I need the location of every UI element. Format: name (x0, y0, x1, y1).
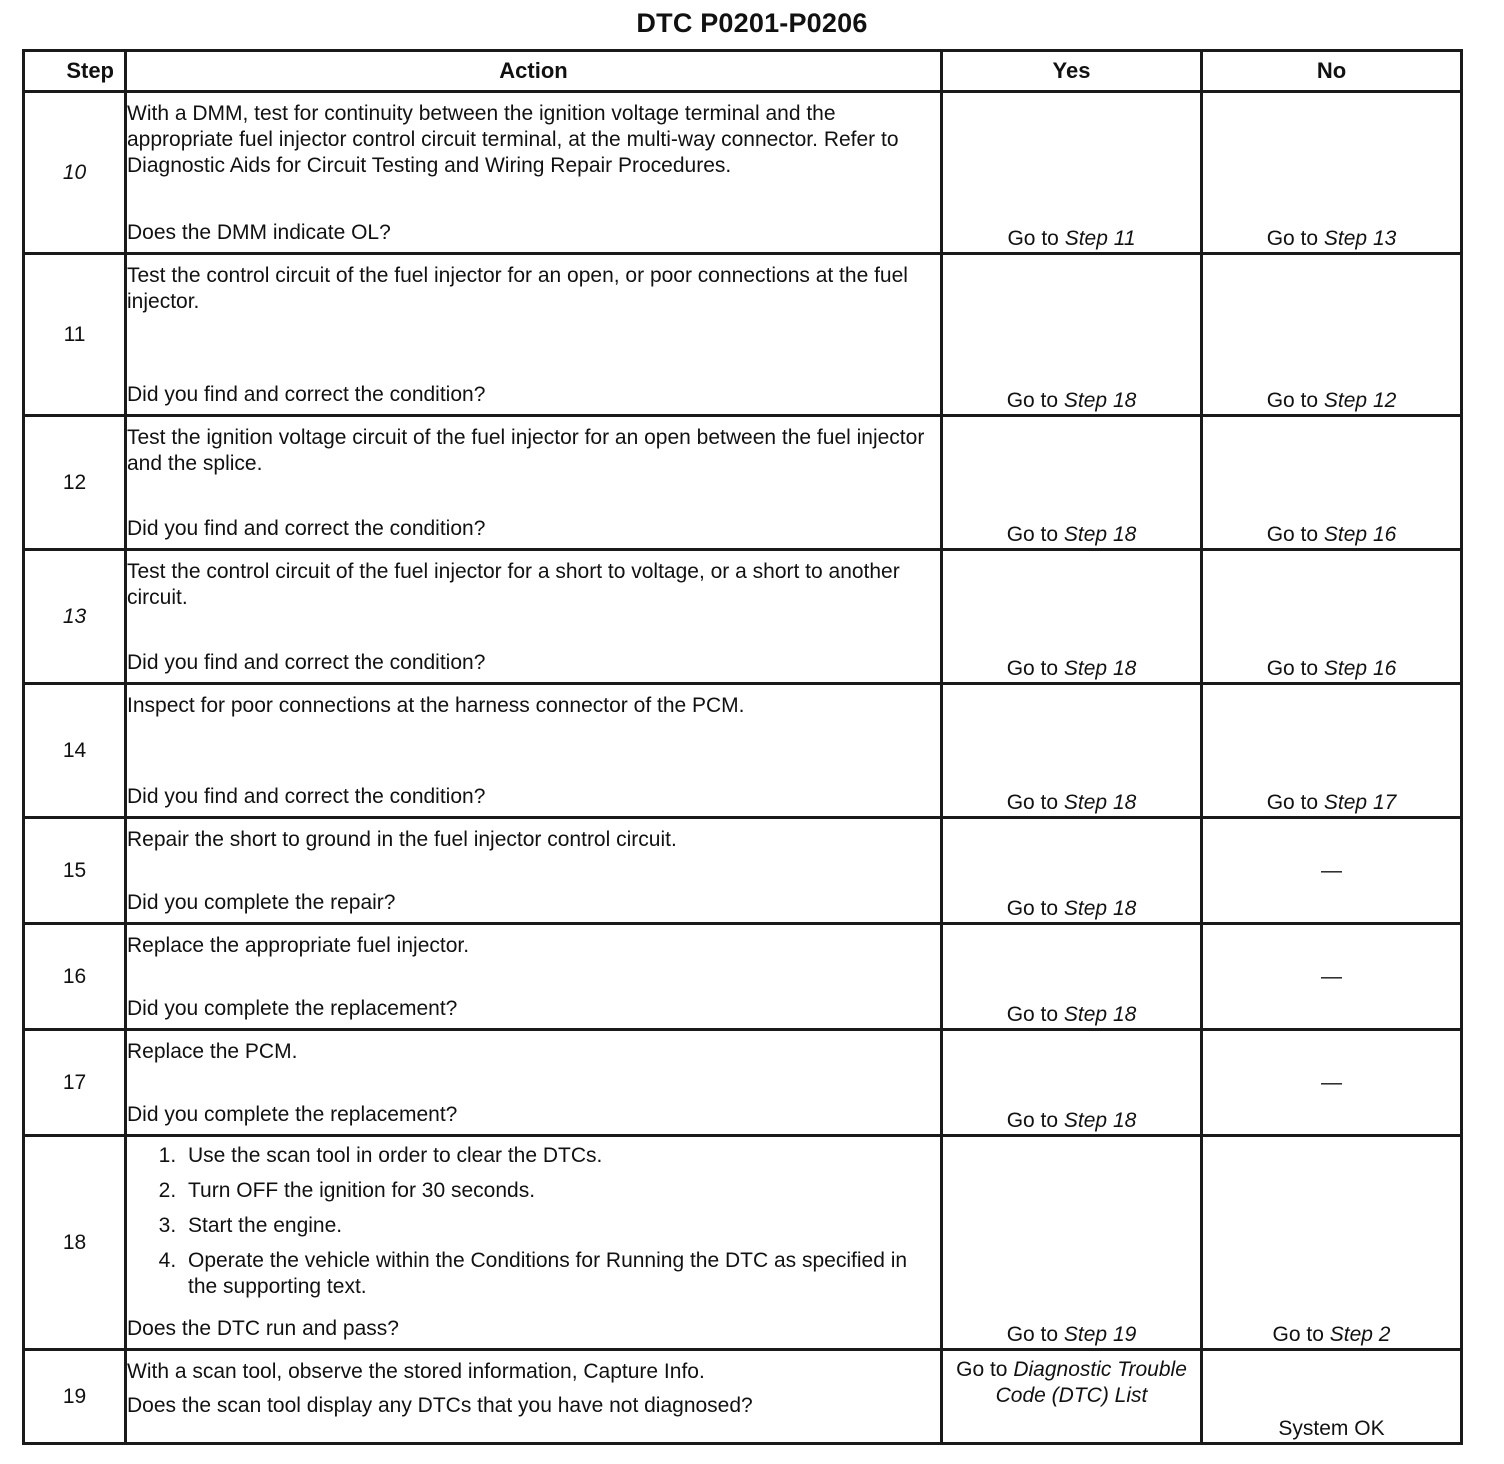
no-step-ref: Step 17 (1323, 791, 1397, 814)
action-question: Did you complete the replacement? (127, 997, 458, 1020)
action-instruction: Test the control circuit of the fuel injector for a short to voltage, or a short to another circuit. (127, 560, 900, 609)
action-instruction: Repair the short to ground in the fuel injector control circuit. (127, 828, 677, 851)
action-cell (126, 684, 942, 818)
yes-result (942, 818, 1202, 924)
step-number: 19 (24, 1350, 126, 1444)
go-to-text: Go to (1006, 897, 1059, 920)
yes-step-ref: Step 18 (1063, 1109, 1137, 1132)
step-number: 14 (24, 684, 126, 818)
go-to-text: Go to (1266, 657, 1319, 680)
go-to-text: Go to (1266, 227, 1319, 250)
action-instruction: Replace the appropriate fuel injector. (127, 934, 470, 957)
action-cell (126, 1350, 942, 1444)
yes-step-ref: Step 18 (1063, 657, 1137, 680)
page-title: DTC P0201-P0206 (636, 8, 868, 38)
yes-result (942, 254, 1202, 416)
step-number: 18 (24, 1136, 126, 1350)
diagnostic-table (22, 49, 1463, 1445)
go-to-text: Go to (1266, 389, 1319, 412)
no-result (1202, 550, 1462, 684)
go-to-text: Go to (1006, 657, 1059, 680)
step-number: 11 (24, 254, 126, 416)
action-cell (126, 1030, 942, 1136)
table-row (24, 1350, 1462, 1444)
no-result (1202, 416, 1462, 550)
table-row (24, 818, 1462, 924)
action-cell (126, 1136, 942, 1350)
action-instruction: Test the control circuit of the fuel injector for an open, or poor connections at the fuel injector. (127, 264, 908, 313)
action-instruction: Test the ignition voltage circuit of the fuel injector for an open between the fuel injector and the splice. (127, 426, 925, 475)
action-question: Does the DMM indicate OL? (127, 221, 391, 244)
go-to-text: Go to (1006, 1109, 1059, 1132)
no-result (1202, 1136, 1462, 1350)
action-instruction: With a scan tool, observe the stored information, Capture Info. (127, 1360, 705, 1383)
go-to-text: Go to (1006, 389, 1059, 412)
yes-result (942, 92, 1202, 254)
action-instruction: Inspect for poor connections at the harness connector of the PCM. (127, 694, 745, 717)
action-cell (126, 550, 942, 684)
no-result-dash: — (1202, 818, 1462, 924)
go-to-text: Go to (1266, 791, 1319, 814)
yes-result (942, 416, 1202, 550)
yes-step-ref: Step 19 (1063, 1323, 1137, 1346)
action-question: Did you find and correct the condition? (127, 517, 486, 540)
no-step-ref: Step 16 (1323, 657, 1397, 680)
yes-result (942, 1136, 1202, 1350)
yes-step-ref: Step 18 (1063, 523, 1137, 546)
go-to-text: Go to (1266, 523, 1319, 546)
go-to-text: Go to (956, 1358, 1008, 1381)
action-question: Did you complete the repair? (127, 891, 396, 914)
action-instruction: Replace the PCM. (127, 1040, 298, 1063)
action-question: Did you complete the replacement? (127, 1103, 458, 1126)
table-row (24, 684, 1462, 818)
step-number: 10 (24, 92, 126, 254)
table-row (24, 92, 1462, 254)
no-result-dash: — (1202, 924, 1462, 1030)
step-number: 12 (24, 416, 126, 550)
action-cell (126, 416, 942, 550)
go-to-text: Go to (1006, 1323, 1059, 1346)
no-result-dash: — (1202, 1030, 1462, 1136)
list-item: 4. Operate the vehicle within the Conditions for Running the DTC as specified in the supporting text. (182, 1248, 940, 1300)
no-result (1202, 92, 1462, 254)
procedure-list (127, 1143, 940, 1309)
table-header-row (24, 51, 1462, 92)
action-cell (126, 92, 942, 254)
yes-result (942, 1030, 1202, 1136)
go-to-text: Go to (1006, 1003, 1059, 1026)
no-step-ref: Step 13 (1323, 227, 1397, 250)
no-step-ref: Step 2 (1329, 1323, 1391, 1346)
go-to-text: Go to (1006, 791, 1059, 814)
header-yes: Yes (942, 51, 1202, 92)
list-item: 3. Start the engine. (182, 1213, 940, 1239)
header-step: Step (24, 51, 126, 92)
yes-step-ref: Diagnostic Trouble Code (DTC) List (995, 1358, 1187, 1407)
go-to-text: Go to (1006, 523, 1059, 546)
no-result: System OK (1202, 1350, 1462, 1444)
no-step-ref: Step 16 (1323, 523, 1397, 546)
yes-result (942, 684, 1202, 818)
table-row (24, 550, 1462, 684)
action-question: Did you find and correct the condition? (127, 651, 486, 674)
action-question: Does the DTC run and pass? (127, 1317, 399, 1340)
header-no: No (1202, 51, 1462, 92)
action-cell (126, 924, 942, 1030)
yes-step-ref: Step 11 (1064, 227, 1136, 250)
table-row (24, 924, 1462, 1030)
step-number: 13 (24, 550, 126, 684)
step-number: 17 (24, 1030, 126, 1136)
yes-result (942, 924, 1202, 1030)
go-to-text: Go to (1272, 1323, 1324, 1346)
table-row (24, 254, 1462, 416)
action-cell (126, 818, 942, 924)
table-row (24, 1136, 1462, 1350)
yes-step-ref: Step 18 (1063, 389, 1137, 412)
no-result (1202, 254, 1462, 416)
go-to-text: Go to (1007, 227, 1059, 250)
no-result (1202, 684, 1462, 818)
table-row (24, 416, 1462, 550)
action-question: Does the scan tool display any DTCs that you have not diagnosed? (127, 1394, 753, 1417)
yes-step-ref: Step 18 (1063, 1003, 1137, 1026)
action-question: Did you find and correct the condition? (127, 383, 486, 406)
step-number: 15 (24, 818, 126, 924)
action-instruction: With a DMM, test for continuity between the ignition voltage terminal and the appropriate fuel injector control circuit terminal, at the multi-way connector. Refer to Diagnostic Aids for Circuit Testing and Wiring Repair Procedures. (127, 102, 899, 177)
yes-result (942, 550, 1202, 684)
list-item: 2. Turn OFF the ignition for 30 seconds. (182, 1178, 940, 1204)
header-action: Action (126, 51, 942, 92)
list-item: 1. Use the scan tool in order to clear the DTCs. (182, 1143, 940, 1169)
no-step-ref: Step 12 (1323, 389, 1397, 412)
yes-step-ref: Step 18 (1063, 897, 1137, 920)
action-question: Did you find and correct the condition? (127, 785, 486, 808)
table-row (24, 1030, 1462, 1136)
action-cell (126, 254, 942, 416)
yes-result (942, 1350, 1202, 1444)
yes-step-ref: Step 18 (1063, 791, 1137, 814)
step-number: 16 (24, 924, 126, 1030)
